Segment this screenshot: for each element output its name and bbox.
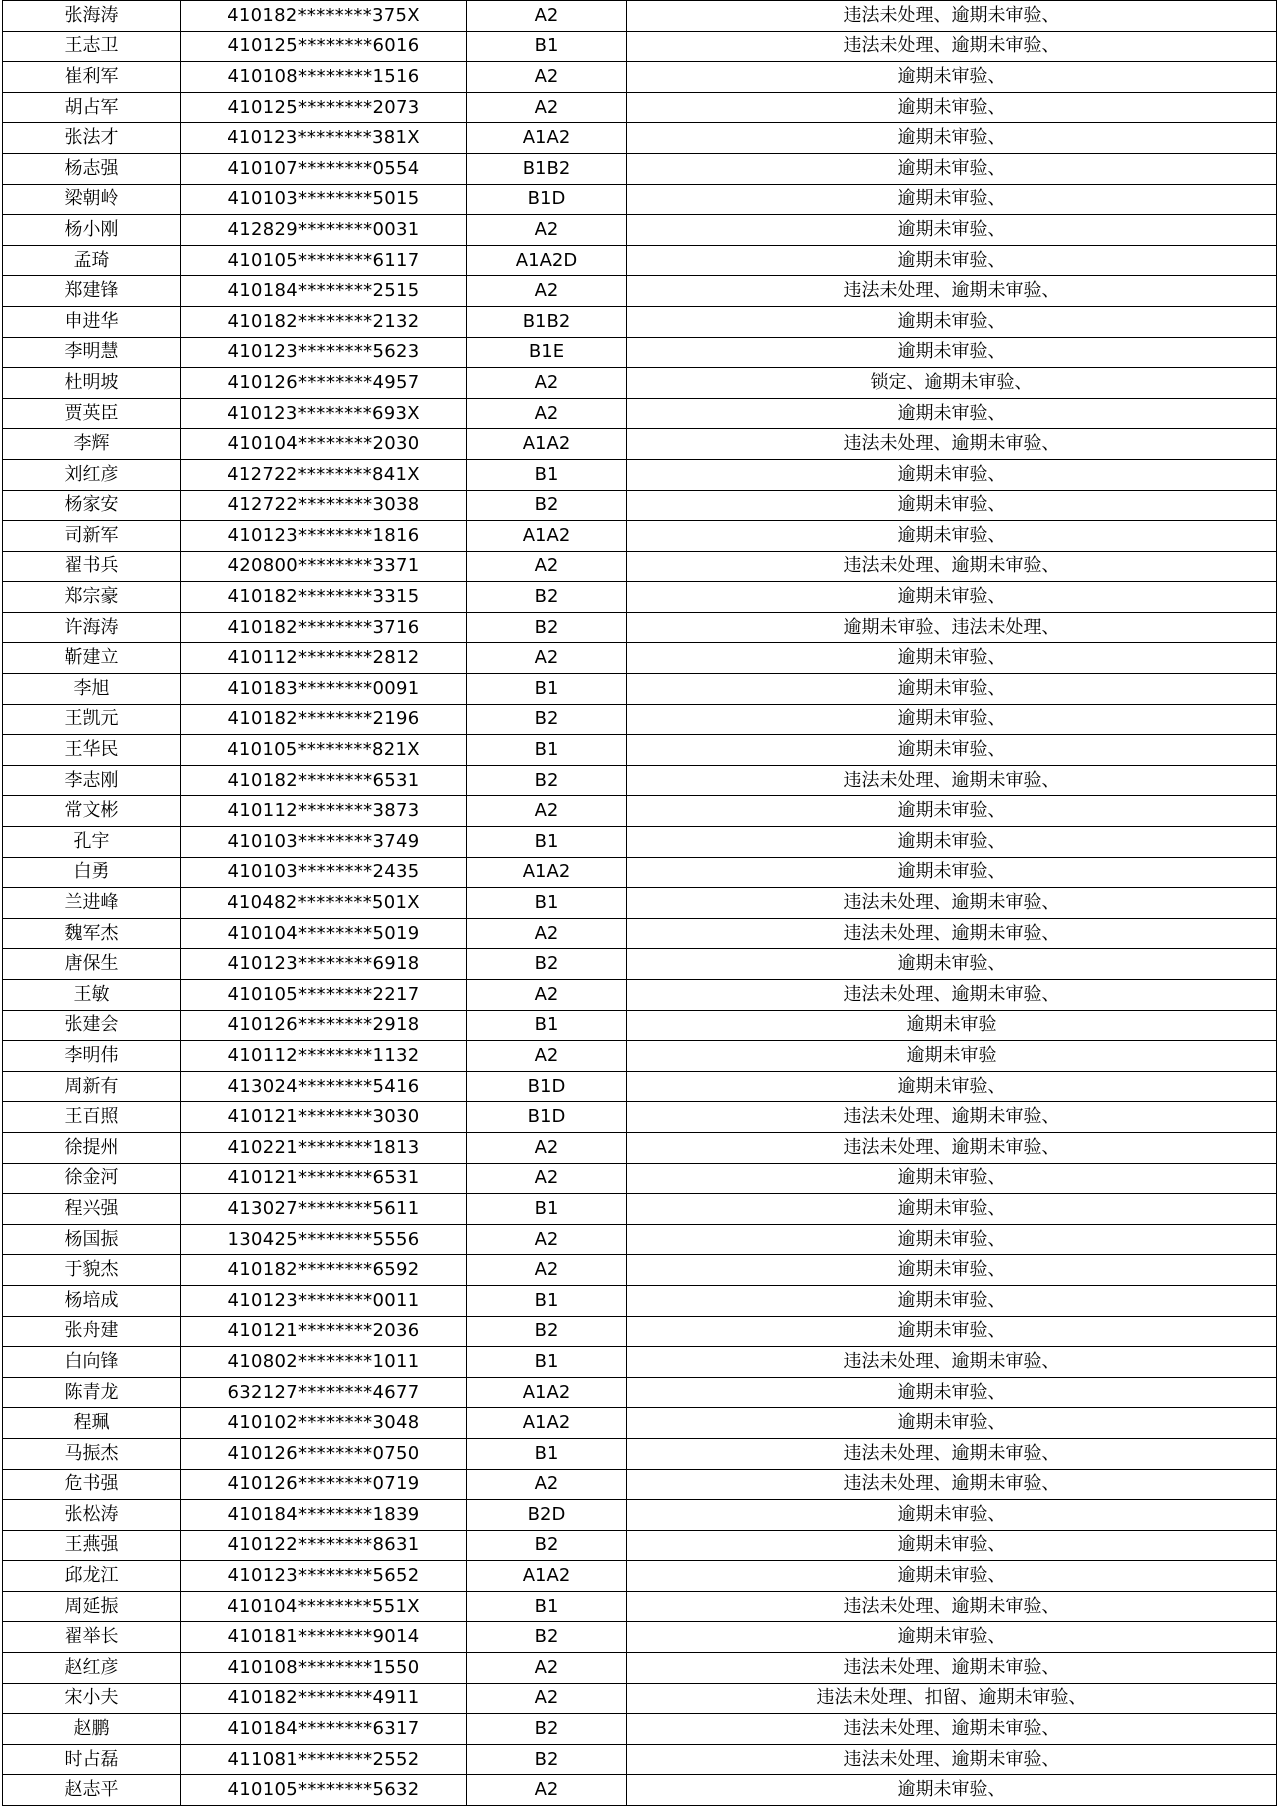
table-row <box>3 1744 1277 1775</box>
name-cell: 邱龙江 <box>3 1561 181 1592</box>
name-cell: 白向锋 <box>3 1347 181 1378</box>
status-cell: 违法未处理、逾期未审验、 <box>627 429 1277 460</box>
id-number-cell: 410126********2918 <box>181 1010 467 1041</box>
license-class-cell: A1A2 <box>467 123 627 154</box>
table-row <box>3 1255 1277 1286</box>
id-number-cell: 410802********1011 <box>181 1347 467 1378</box>
id-number-cell: 410104********551X <box>181 1591 467 1622</box>
id-number-cell: 410103********3749 <box>181 827 467 858</box>
id-number-cell: 410105********821X <box>181 735 467 766</box>
id-number-cell: 410121********6531 <box>181 1163 467 1194</box>
name-cell: 李辉 <box>3 429 181 460</box>
name-cell: 许海涛 <box>3 612 181 643</box>
table-row <box>3 1377 1277 1408</box>
name-cell: 李明慧 <box>3 337 181 368</box>
name-cell: 李志刚 <box>3 765 181 796</box>
status-cell: 逾期未审验、 <box>627 1775 1277 1806</box>
name-cell: 张舟建 <box>3 1316 181 1347</box>
license-class-cell: A1A2 <box>467 1408 627 1439</box>
id-number-cell: 412722********3038 <box>181 490 467 521</box>
name-cell: 杨小刚 <box>3 215 181 246</box>
id-number-cell: 410104********5019 <box>181 918 467 949</box>
table-row <box>3 735 1277 766</box>
status-cell: 逾期未审验、 <box>627 735 1277 766</box>
name-cell: 赵鹏 <box>3 1714 181 1745</box>
name-cell: 孔宇 <box>3 827 181 858</box>
id-number-cell: 410182********2196 <box>181 704 467 735</box>
name-cell: 王凯元 <box>3 704 181 735</box>
table-row <box>3 980 1277 1011</box>
id-number-cell: 410107********0554 <box>181 153 467 184</box>
license-class-cell: B2 <box>467 1744 627 1775</box>
id-number-cell: 410121********2036 <box>181 1316 467 1347</box>
license-class-cell: B2 <box>467 1622 627 1653</box>
license-class-cell: A1A2 <box>467 521 627 552</box>
status-cell: 逾期未审验、 <box>627 582 1277 613</box>
id-number-cell: 411081********2552 <box>181 1744 467 1775</box>
id-number-cell: 412722********841X <box>181 459 467 490</box>
license-class-cell: B1 <box>467 674 627 705</box>
table-row <box>3 123 1277 154</box>
id-number-cell: 410105********2217 <box>181 980 467 1011</box>
status-cell: 逾期未审验 <box>627 1010 1277 1041</box>
table-row <box>3 184 1277 215</box>
id-number-cell: 413024********5416 <box>181 1071 467 1102</box>
status-cell: 逾期未审验、 <box>627 245 1277 276</box>
license-class-cell: A2 <box>467 1224 627 1255</box>
driver-license-table <box>2 0 1277 1806</box>
table-row <box>3 1530 1277 1561</box>
id-number-cell: 420800********3371 <box>181 551 467 582</box>
status-cell: 违法未处理、逾期未审验、 <box>627 765 1277 796</box>
license-class-cell: B2 <box>467 612 627 643</box>
license-class-cell: B2 <box>467 1530 627 1561</box>
id-number-cell: 410123********693X <box>181 398 467 429</box>
table-row <box>3 1 1277 32</box>
name-cell: 司新军 <box>3 521 181 552</box>
id-number-cell: 410104********2030 <box>181 429 467 460</box>
status-cell: 逾期未审验、 <box>627 1530 1277 1561</box>
table-row <box>3 643 1277 674</box>
status-cell: 逾期未审验、 <box>627 92 1277 123</box>
name-cell: 胡占军 <box>3 92 181 123</box>
id-number-cell: 410121********3030 <box>181 1102 467 1133</box>
status-cell: 逾期未审验、 <box>627 1255 1277 1286</box>
table-row <box>3 398 1277 429</box>
name-cell: 刘红彦 <box>3 459 181 490</box>
name-cell: 杨志强 <box>3 153 181 184</box>
id-number-cell: 410126********0750 <box>181 1438 467 1469</box>
status-cell: 逾期未审验、 <box>627 1561 1277 1592</box>
status-cell: 逾期未审验、 <box>627 184 1277 215</box>
id-number-cell: 410184********2515 <box>181 276 467 307</box>
id-number-cell: 410122********8631 <box>181 1530 467 1561</box>
table-row <box>3 521 1277 552</box>
name-cell: 徐金河 <box>3 1163 181 1194</box>
name-cell: 白勇 <box>3 857 181 888</box>
license-class-cell: A2 <box>467 643 627 674</box>
name-cell: 李旭 <box>3 674 181 705</box>
license-class-cell: A2 <box>467 1653 627 1684</box>
table-row <box>3 490 1277 521</box>
name-cell: 杨家安 <box>3 490 181 521</box>
name-cell: 张建会 <box>3 1010 181 1041</box>
status-cell: 逾期未审验、 <box>627 306 1277 337</box>
id-number-cell: 410112********1132 <box>181 1041 467 1072</box>
name-cell: 程兴强 <box>3 1194 181 1225</box>
name-cell: 时占磊 <box>3 1744 181 1775</box>
status-cell: 逾期未审验 <box>627 1041 1277 1072</box>
table-row <box>3 1010 1277 1041</box>
license-class-cell: A2 <box>467 1255 627 1286</box>
id-number-cell: 410123********0011 <box>181 1285 467 1316</box>
table-row <box>3 368 1277 399</box>
status-cell: 逾期未审验、 <box>627 1377 1277 1408</box>
name-cell: 常文彬 <box>3 796 181 827</box>
name-cell: 郑宗豪 <box>3 582 181 613</box>
license-class-cell: B2 <box>467 765 627 796</box>
table-row <box>3 1653 1277 1684</box>
table-row <box>3 337 1277 368</box>
license-class-cell: A2 <box>467 1683 627 1714</box>
table-row <box>3 1224 1277 1255</box>
name-cell: 陈青龙 <box>3 1377 181 1408</box>
status-cell: 逾期未审验、 <box>627 1163 1277 1194</box>
id-number-cell: 410184********6317 <box>181 1714 467 1745</box>
status-cell: 逾期未审验、 <box>627 1500 1277 1531</box>
id-number-cell: 410182********3716 <box>181 612 467 643</box>
status-cell: 逾期未审验、 <box>627 62 1277 93</box>
id-number-cell: 410221********1813 <box>181 1132 467 1163</box>
status-cell: 逾期未审验、 <box>627 459 1277 490</box>
license-class-cell: B2 <box>467 704 627 735</box>
table-row <box>3 857 1277 888</box>
id-number-cell: 410183********0091 <box>181 674 467 705</box>
name-cell: 马振杰 <box>3 1438 181 1469</box>
status-cell: 逾期未审验、 <box>627 337 1277 368</box>
name-cell: 王燕强 <box>3 1530 181 1561</box>
status-cell: 逾期未审验、违法未处理、 <box>627 612 1277 643</box>
table-row <box>3 429 1277 460</box>
name-cell: 周延振 <box>3 1591 181 1622</box>
status-cell: 违法未处理、逾期未审验、 <box>627 1102 1277 1133</box>
status-cell: 逾期未审验、 <box>627 153 1277 184</box>
table-row <box>3 1561 1277 1592</box>
id-number-cell: 410125********6016 <box>181 31 467 62</box>
license-class-cell: A2 <box>467 918 627 949</box>
id-number-cell: 130425********5556 <box>181 1224 467 1255</box>
table-row <box>3 1591 1277 1622</box>
license-class-cell: A2 <box>467 1041 627 1072</box>
id-number-cell: 410103********2435 <box>181 857 467 888</box>
table-row <box>3 582 1277 613</box>
license-class-cell: A2 <box>467 1469 627 1500</box>
status-cell: 违法未处理、逾期未审验、 <box>627 888 1277 919</box>
name-cell: 于貌杰 <box>3 1255 181 1286</box>
table-row <box>3 459 1277 490</box>
name-cell: 李明伟 <box>3 1041 181 1072</box>
status-cell: 违法未处理、逾期未审验、 <box>627 1438 1277 1469</box>
id-number-cell: 410112********2812 <box>181 643 467 674</box>
name-cell: 杜明坡 <box>3 368 181 399</box>
table-row <box>3 1683 1277 1714</box>
license-class-cell: B2 <box>467 1714 627 1745</box>
name-cell: 赵红彦 <box>3 1653 181 1684</box>
table-row <box>3 612 1277 643</box>
status-cell: 违法未处理、扣留、逾期未审验、 <box>627 1683 1277 1714</box>
id-number-cell: 410123********5623 <box>181 337 467 368</box>
table-row <box>3 1041 1277 1072</box>
name-cell: 申进华 <box>3 306 181 337</box>
license-class-cell: A2 <box>467 1775 627 1806</box>
id-number-cell: 410182********3315 <box>181 582 467 613</box>
license-class-cell: A2 <box>467 1163 627 1194</box>
table-row <box>3 704 1277 735</box>
table-row <box>3 276 1277 307</box>
table-row <box>3 1500 1277 1531</box>
status-cell: 逾期未审验、 <box>627 857 1277 888</box>
license-class-cell: B1 <box>467 1591 627 1622</box>
table-row <box>3 1347 1277 1378</box>
name-cell: 兰进峰 <box>3 888 181 919</box>
license-class-cell: B1D <box>467 184 627 215</box>
name-cell: 翟举长 <box>3 1622 181 1653</box>
table-row <box>3 245 1277 276</box>
license-class-cell: B1D <box>467 1102 627 1133</box>
name-cell: 杨国振 <box>3 1224 181 1255</box>
name-cell: 徐提州 <box>3 1132 181 1163</box>
table-row <box>3 796 1277 827</box>
table-row <box>3 918 1277 949</box>
table-row <box>3 1285 1277 1316</box>
id-number-cell: 410108********1516 <box>181 62 467 93</box>
name-cell: 程珮 <box>3 1408 181 1439</box>
license-class-cell: A2 <box>467 796 627 827</box>
license-class-cell: A2 <box>467 551 627 582</box>
table-row <box>3 888 1277 919</box>
name-cell: 崔利军 <box>3 62 181 93</box>
table-row <box>3 1102 1277 1133</box>
status-cell: 逾期未审验、 <box>627 949 1277 980</box>
table-row <box>3 827 1277 858</box>
license-class-cell: B2 <box>467 582 627 613</box>
table-row <box>3 674 1277 705</box>
status-cell: 违法未处理、逾期未审验、 <box>627 1347 1277 1378</box>
name-cell: 靳建立 <box>3 643 181 674</box>
table-row <box>3 1194 1277 1225</box>
license-class-cell: B2 <box>467 949 627 980</box>
license-class-cell: B1 <box>467 1347 627 1378</box>
license-class-cell: B2 <box>467 490 627 521</box>
id-number-cell: 410105********5632 <box>181 1775 467 1806</box>
table-row <box>3 215 1277 246</box>
table-row <box>3 306 1277 337</box>
table-row <box>3 153 1277 184</box>
table-row <box>3 551 1277 582</box>
status-cell: 逾期未审验、 <box>627 1285 1277 1316</box>
status-cell: 逾期未审验、 <box>627 1622 1277 1653</box>
status-cell: 违法未处理、逾期未审验、 <box>627 31 1277 62</box>
status-cell: 逾期未审验、 <box>627 1071 1277 1102</box>
id-number-cell: 410182********6592 <box>181 1255 467 1286</box>
id-number-cell: 410182********2132 <box>181 306 467 337</box>
table-row <box>3 1775 1277 1806</box>
license-class-cell: A2 <box>467 368 627 399</box>
table-row <box>3 1622 1277 1653</box>
license-class-cell: B2 <box>467 1316 627 1347</box>
name-cell: 王敏 <box>3 980 181 1011</box>
license-class-cell: A1A2 <box>467 1561 627 1592</box>
id-number-cell: 410105********6117 <box>181 245 467 276</box>
name-cell: 张法才 <box>3 123 181 154</box>
name-cell: 赵志平 <box>3 1775 181 1806</box>
status-cell: 违法未处理、逾期未审验、 <box>627 1714 1277 1745</box>
table-row <box>3 1163 1277 1194</box>
status-cell: 违法未处理、逾期未审验、 <box>627 1469 1277 1500</box>
name-cell: 唐保生 <box>3 949 181 980</box>
table-row <box>3 765 1277 796</box>
name-cell: 杨培成 <box>3 1285 181 1316</box>
license-class-cell: B1B2 <box>467 306 627 337</box>
status-cell: 逾期未审验、 <box>627 123 1277 154</box>
id-number-cell: 410184********1839 <box>181 1500 467 1531</box>
table-row <box>3 1071 1277 1102</box>
status-cell: 违法未处理、逾期未审验、 <box>627 918 1277 949</box>
license-class-cell: B1 <box>467 1010 627 1041</box>
name-cell: 周新有 <box>3 1071 181 1102</box>
id-number-cell: 410482********501X <box>181 888 467 919</box>
license-class-cell: B2D <box>467 1500 627 1531</box>
name-cell: 魏军杰 <box>3 918 181 949</box>
name-cell: 贾英臣 <box>3 398 181 429</box>
status-cell: 违法未处理、逾期未审验、 <box>627 551 1277 582</box>
id-number-cell: 632127********4677 <box>181 1377 467 1408</box>
id-number-cell: 410182********375X <box>181 1 467 32</box>
table-row <box>3 92 1277 123</box>
id-number-cell: 410112********3873 <box>181 796 467 827</box>
table-row <box>3 1132 1277 1163</box>
id-number-cell: 410126********4957 <box>181 368 467 399</box>
id-number-cell: 410123********5652 <box>181 1561 467 1592</box>
table-row <box>3 1408 1277 1439</box>
license-class-cell: B1B2 <box>467 153 627 184</box>
id-number-cell: 410123********381X <box>181 123 467 154</box>
license-class-cell: A2 <box>467 1 627 32</box>
status-cell: 违法未处理、逾期未审验、 <box>627 1744 1277 1775</box>
id-number-cell: 410103********5015 <box>181 184 467 215</box>
name-cell: 张松涛 <box>3 1500 181 1531</box>
license-class-cell: B1 <box>467 31 627 62</box>
id-number-cell: 412829********0031 <box>181 215 467 246</box>
status-cell: 逾期未审验、 <box>627 796 1277 827</box>
id-number-cell: 410123********1816 <box>181 521 467 552</box>
license-class-cell: A2 <box>467 92 627 123</box>
license-class-cell: B1 <box>467 1285 627 1316</box>
license-class-cell: B1 <box>467 1438 627 1469</box>
license-class-cell: A2 <box>467 398 627 429</box>
name-cell: 王百照 <box>3 1102 181 1133</box>
status-cell: 逾期未审验、 <box>627 521 1277 552</box>
license-class-cell: B1E <box>467 337 627 368</box>
license-class-cell: A2 <box>467 215 627 246</box>
license-class-cell: A1A2 <box>467 1377 627 1408</box>
status-cell: 违法未处理、逾期未审验、 <box>627 276 1277 307</box>
status-cell: 逾期未审验、 <box>627 398 1277 429</box>
status-cell: 逾期未审验、 <box>627 1224 1277 1255</box>
status-cell: 违法未处理、逾期未审验、 <box>627 980 1277 1011</box>
name-cell: 孟琦 <box>3 245 181 276</box>
status-cell: 逾期未审验、 <box>627 643 1277 674</box>
name-cell: 翟书兵 <box>3 551 181 582</box>
status-cell: 违法未处理、逾期未审验、 <box>627 1 1277 32</box>
status-cell: 逾期未审验、 <box>627 490 1277 521</box>
name-cell: 梁朝岭 <box>3 184 181 215</box>
license-class-cell: A1A2 <box>467 429 627 460</box>
id-number-cell: 410123********6918 <box>181 949 467 980</box>
license-class-cell: B1D <box>467 1071 627 1102</box>
status-cell: 锁定、逾期未审验、 <box>627 368 1277 399</box>
status-cell: 逾期未审验、 <box>627 1194 1277 1225</box>
status-cell: 违法未处理、逾期未审验、 <box>627 1591 1277 1622</box>
license-class-cell: A2 <box>467 62 627 93</box>
license-class-cell: A1A2 <box>467 857 627 888</box>
status-cell: 逾期未审验、 <box>627 215 1277 246</box>
id-number-cell: 410102********3048 <box>181 1408 467 1439</box>
id-number-cell: 410126********0719 <box>181 1469 467 1500</box>
id-number-cell: 410182********6531 <box>181 765 467 796</box>
status-cell: 逾期未审验、 <box>627 1316 1277 1347</box>
license-class-cell: B1 <box>467 459 627 490</box>
license-class-cell: B1 <box>467 735 627 766</box>
table-row <box>3 62 1277 93</box>
id-number-cell: 410125********2073 <box>181 92 467 123</box>
table-row <box>3 31 1277 62</box>
license-class-cell: B1 <box>467 888 627 919</box>
license-class-cell: B1 <box>467 1194 627 1225</box>
status-cell: 逾期未审验、 <box>627 674 1277 705</box>
name-cell: 宋小夫 <box>3 1683 181 1714</box>
status-cell: 逾期未审验、 <box>627 704 1277 735</box>
id-number-cell: 413027********5611 <box>181 1194 467 1225</box>
license-class-cell: A2 <box>467 980 627 1011</box>
license-class-cell: A1A2D <box>467 245 627 276</box>
table-row <box>3 1469 1277 1500</box>
license-class-cell: A2 <box>467 1132 627 1163</box>
name-cell: 王华民 <box>3 735 181 766</box>
table-body <box>3 1 1277 1806</box>
name-cell: 张海涛 <box>3 1 181 32</box>
name-cell: 危书强 <box>3 1469 181 1500</box>
status-cell: 逾期未审验、 <box>627 1408 1277 1439</box>
license-class-cell: A2 <box>467 276 627 307</box>
table-row <box>3 1714 1277 1745</box>
id-number-cell: 410182********4911 <box>181 1683 467 1714</box>
table-row <box>3 949 1277 980</box>
license-class-cell: B1 <box>467 827 627 858</box>
id-number-cell: 410181********9014 <box>181 1622 467 1653</box>
status-cell: 违法未处理、逾期未审验、 <box>627 1132 1277 1163</box>
name-cell: 王志卫 <box>3 31 181 62</box>
table-row <box>3 1438 1277 1469</box>
status-cell: 逾期未审验、 <box>627 827 1277 858</box>
name-cell: 郑建锋 <box>3 276 181 307</box>
status-cell: 违法未处理、逾期未审验、 <box>627 1653 1277 1684</box>
id-number-cell: 410108********1550 <box>181 1653 467 1684</box>
table-row <box>3 1316 1277 1347</box>
